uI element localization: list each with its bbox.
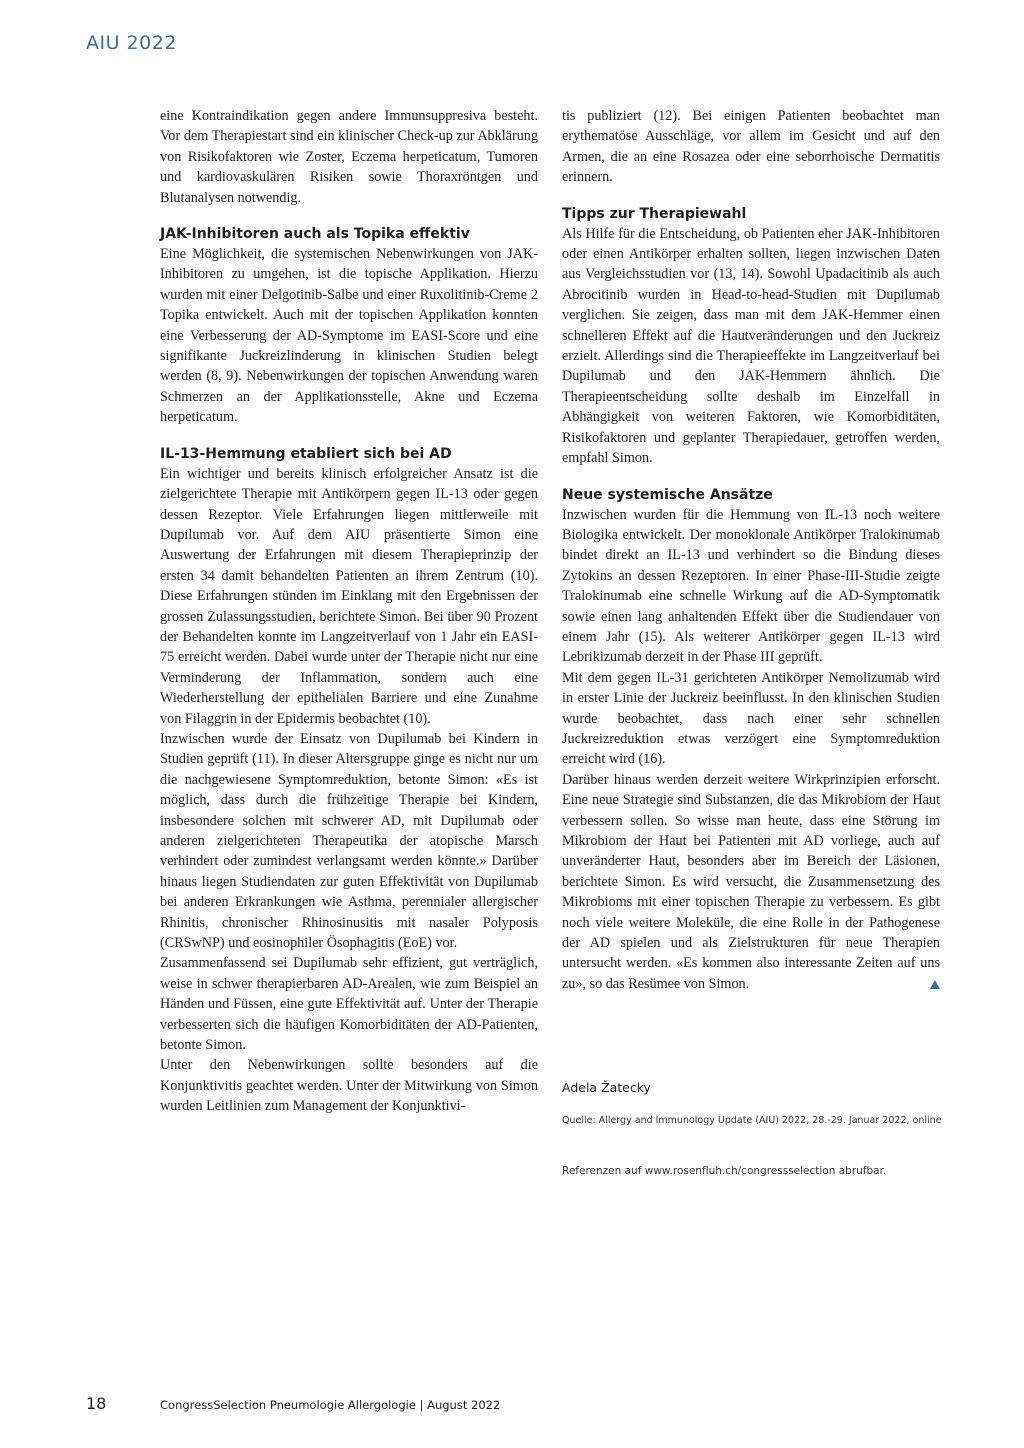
paragraph: Unter den Nebenwirkungen sollte besonders auf die Konjunktivitis geachtet werden. Unter der Mitwirkung von Simon wurden Leitlinien zum Management der Konjunktivi- (160, 1057, 538, 1115)
source-note: Quelle: Allergy and Immunology Update (AIU) 2022, 28.-29. Januar 2022, online (562, 1115, 942, 1126)
section-heading: Neue systemische Ansätze (562, 486, 773, 503)
section-heading: IL-13-Hemmung etabliert sich bei AD (160, 445, 452, 462)
paragraph: Inzwischen wurde der Einsatz von Dupilumab bei Kindern in Studien geprüft (11). In dieser Altersgruppe ginge es nicht nur um die nachgewiesene Symptomreduktion, betonte Simon: «Es ist möglich, dass durch die frühzeitige Therapie bei Kindern, insbesondere solchen mit schwerer AD, mit Dupilumab oder anderen zielgerichteten Therapeutika der atopische Marsch verhindert oder zumindest verlangsamt werden könnte.» Darüber hinaus liegen Studiendaten zur guten Effektivität von Dupilumab bei anderen Erkrankungen wie Asthma, perennialer allergischer Rhinitis, chronischer Rhinosinusitis mit nasaler Polyposis (CRSwNP) und eosinophiler Ösophagitis (EoE) vor. (160, 730, 538, 952)
page-number: 18 (86, 1394, 107, 1413)
right-column (562, 106, 940, 994)
paragraph-text: Darüber hinaus werden derzeit weitere Wirkprinzipien erforscht. Eine neue Strategie sind Substanzen, die das Mikrobiom der Haut verbessern sollen. So wisse man heute, dass eine Störung im Mikrobiom der Haut bei Patienten mit AD vorliege, auch auf unveränderter Haut, besonders aber im Bereich der Läsionen, berichtete Simon. Es wird versucht, die Zusammensetzung des Mikrobioms mit einer topischen Therapie zu verbessern. Es gibt noch viele weitere Moleküle, die eine Rolle in der Pathogenese der AD spielen und als Zielstrukturen für neue Therapien untersucht werden. «Es kommen also interessante Zeiten auf uns zu», so das Resümee von Simon. (562, 771, 940, 992)
paragraph-last (562, 770, 940, 994)
triangle-up-icon (930, 980, 940, 989)
paragraph: Inzwischen wurden für die Hemmung von IL-13 noch weitere Biologika entwickelt. Der monoklonale Antikörper Tralokinumab bindet direkt an IL-13 und verhindert so die Bindung dieses Zytokins an dessen Rezeptoren. In einer Phase-III-Studie zeigte Tralokinumab eine schnelle Wirkung auf die AD-Symptomatik sowie einen lang anhaltenden Effekt über die Studiendauer von einem Jahr (15). Als weiterer Antikörper gegen IL-13 wird Lebrikizumab derzeit in der Phase III geprüft. (562, 506, 940, 666)
references-note: Referenzen auf www.rosenfluh.ch/congressselection abrufbar. (562, 1165, 887, 1177)
author-name: Adela Žatecky (562, 1080, 651, 1095)
section-heading: Tipps zur Therapiewahl (562, 205, 747, 222)
paragraph: Eine Möglichkeit, die systemischen Nebenwirkungen von JAK-Inhibitoren zu umgehen, ist die topische Applikation. Hierzu wurden mit einer Delgotinib-Salbe und einer Ruxolitinib-Creme 2 Topika entwickelt. Auch mit der topischen Applikation konnten eine Verbesserung der AD-Symptome im EASI-Score und eine signifikante Juckreizlinderung in klinischen Studien belegt werden (8, 9). Nebenwirkungen der topischen Anwendung waren Schmerzen an der Applikationsstelle, Akne und Eczema herpeticatum. (160, 246, 538, 426)
paragraph: tis publiziert (12). Bei einigen Patienten beobachtet man erythematöse Ausschläge, vor allem im Gesicht und auf den Armen, die an eine Rosazea oder eine seborrhoische Dermatitis erinnern. (562, 108, 940, 186)
paragraph: Zusammenfassend sei Dupilumab sehr effizient, gut verträglich, weise in schwer therapierbaren AD-Arealen, wie zum Beispiel an Händen und Füssen, eine gute Effektivität auf. Unter der Therapie verbesserten sich die häufigen Komorbiditäten der AD-Patienten, betonte Simon. (160, 955, 538, 1054)
paragraph: Ein wichtiger und bereits klinisch erfolgreicher Ansatz ist die zielgerichtete Therapie mit Antikörpern gegen IL-13 oder gegen dessen Rezeptor. Viele Erfahrungen liegen mittlerweile mit Dupilumab vor. Auf dem AIU präsentierte Simon eine Auswertung der Erfahrungen mit diesem Therapieprinzip der ersten 34 damit behandelten Patienten an ihrem Zentrum (10). Diese Erfahrungen stünden im Einklang mit den Ergebnissen der grossen Zulassungsstudien, berichtete Simon. Bei über 90 Prozent der Behandelten konnte im Langzeitverlauf von 1 Jahr ein EASI-75 erreicht werden. Dabei wurde unter der Therapie nicht nur eine Verminderung der Inflammation, sondern auch eine Wiederherstellung der epithelialen Barriere und eine Zunahme von Filaggrin in der Epidermis beobachtet (10). (160, 465, 538, 727)
section-heading: JAK-Inhibitoren auch als Topika effektiv (160, 226, 470, 243)
left-column (160, 106, 538, 1117)
paragraph: Mit dem gegen IL-31 gerichteten Antikörper Nemolizumab wird in erster Linie der Juckreiz beeinflusst. In den klinischen Studien wurde beobachtet, dass nach einer sehr schnellen Juckreizreduktion etwas verzögert eine Symptomreduktion erreicht wird (16). (562, 669, 940, 768)
paragraph: eine Kontraindikation gegen andere Immunsuppresiva besteht. Vor dem Therapiestart sind ein klinischer Check-up zur Abklärung von Risikofaktoren wie Zoster, Eczema herpeticatum, Tumoren und kardiovaskulären Risiken sowie Thoraxröntgen und Blutanalysen notwendig. (160, 108, 538, 206)
paragraph: Als Hilfe für die Entscheidung, ob Patienten eher JAK-Inhibitoren oder einen Antikörper erhalten sollten, liegen inzwischen Daten aus Vergleichsstudien vor (13, 14). Sowohl Upadacitinib als auch Abrocitinib wurden in Head-to-head-Studien mit Dupilumab verglichen. Sie zeigen, dass man mit dem JAK-Hemmer einen schnelleren Effekt auf die Hautveränderungen und den Juckreiz erzielt. Allerdings sind die Therapieeffekte im Langzeitverlauf bei Dupilumab und den JAK-Hemmern ähnlich. Die Therapieentscheidung sollte deshalb im Einzelfall in Abhängigkeit von weiteren Faktoren, wie Komorbiditäten, Risikofaktoren und geplanter Therapiedauer, getroffen werden, empfahl Simon. (562, 225, 940, 467)
running-header: AIU 2022 (86, 32, 177, 54)
footer-publication: CongressSelection Pneumologie Allergologie | August 2022 (160, 1398, 501, 1412)
